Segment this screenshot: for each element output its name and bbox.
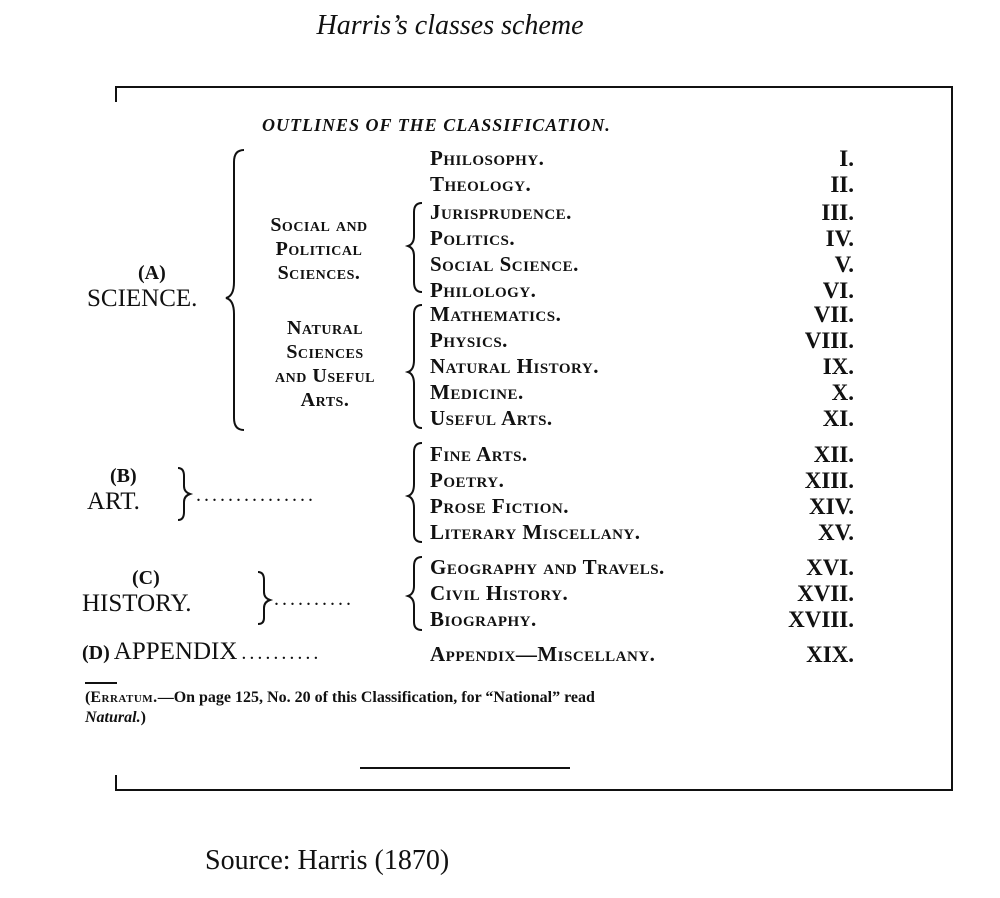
class-numeral: XIII. <box>804 468 854 493</box>
erratum-label: Erratum. <box>90 689 158 706</box>
appendix-leader-dots: .......... <box>241 642 322 664</box>
subgroup-line: Sciences <box>286 341 364 363</box>
class-name: Prose Fiction. <box>430 494 570 518</box>
class-numeral: XVII. <box>797 581 854 606</box>
class-numeral: I. <box>839 146 854 171</box>
erratum-note <box>85 688 865 728</box>
science-label: SCIENCE. <box>87 285 198 312</box>
source-note: Source: Harris (1870) <box>205 845 450 876</box>
class-numeral: XI. <box>822 406 854 431</box>
class-numeral: VII. <box>813 302 854 327</box>
class-name: Literary Miscellany. <box>430 520 641 544</box>
class-numeral: IV. <box>825 226 854 251</box>
class-name: Biography. <box>430 607 537 631</box>
class-name: Philology. <box>430 278 537 302</box>
table-heading: OUTLINES OF THE CLASSIFICATION. <box>262 115 611 135</box>
class-numeral: X. <box>831 380 854 405</box>
class-name: Social Science. <box>430 252 579 276</box>
class-name: Medicine. <box>430 380 524 404</box>
class-name: Useful Arts. <box>430 406 553 430</box>
class-name: Philosophy. <box>430 146 545 170</box>
class-numeral: XVIII. <box>788 607 854 632</box>
appendix-label: APPENDIX <box>113 638 238 665</box>
class-numeral: IX. <box>822 354 854 379</box>
erratum-rule <box>85 682 117 684</box>
history-leader-dots: .......... <box>274 588 354 610</box>
class-name: Appendix—Miscellany. <box>430 642 656 666</box>
figure-frame <box>115 87 953 791</box>
class-numeral: VIII. <box>804 328 854 353</box>
class-numeral: II. <box>830 172 854 197</box>
subgroup-line: Political <box>275 238 363 260</box>
subgroup-line: and Useful <box>275 365 375 387</box>
class-name: Jurisprudence. <box>430 200 572 224</box>
class-numeral: VI. <box>822 278 854 303</box>
class-name: Mathematics. <box>430 302 562 326</box>
class-name: Politics. <box>430 226 516 250</box>
subgroup-line: Arts. <box>300 389 350 411</box>
figure-caption: Harris’s classes scheme <box>316 10 584 41</box>
erratum-close-paren: ) <box>140 709 146 726</box>
history-letter: (C) <box>132 567 160 589</box>
art-letter: (B) <box>110 465 137 487</box>
subgroup-social-political <box>244 213 394 285</box>
class-name: Natural History. <box>430 354 599 378</box>
erratum-text: —On page 125, No. 20 of this Classification, for “National” read <box>157 689 595 706</box>
erratum-open-paren: ( <box>85 689 91 706</box>
art-label: ART. <box>87 488 140 515</box>
science-letter: (A) <box>138 262 166 284</box>
history-label: HISTORY. <box>82 590 192 617</box>
class-name: Fine Arts. <box>430 442 528 466</box>
class-numeral: XII. <box>813 442 854 467</box>
subgroup-line: Social and <box>270 214 368 236</box>
class-name: Poetry. <box>430 468 505 492</box>
class-numeral: V. <box>834 252 854 277</box>
class-name: Physics. <box>430 328 508 352</box>
class-numeral: XIV. <box>809 494 854 519</box>
class-numeral: XIX. <box>806 642 854 667</box>
erratum-correction: Natural. <box>85 709 141 726</box>
appendix-row <box>82 638 321 666</box>
subgroup-natural-sciences <box>244 316 406 412</box>
class-name: Civil History. <box>430 581 569 605</box>
appendix-letter: (D) <box>82 642 110 664</box>
class-numeral: XVI. <box>806 555 854 580</box>
closing-rule <box>360 767 570 769</box>
subgroup-line: Sciences. <box>277 262 361 284</box>
class-name: Geography and Travels. <box>430 555 665 579</box>
class-name: Theology. <box>430 172 532 196</box>
class-numeral: XV. <box>817 520 854 545</box>
subgroup-line: Natural <box>286 317 364 339</box>
art-leader-dots: ............... <box>196 484 316 506</box>
class-numeral: III. <box>821 200 854 225</box>
